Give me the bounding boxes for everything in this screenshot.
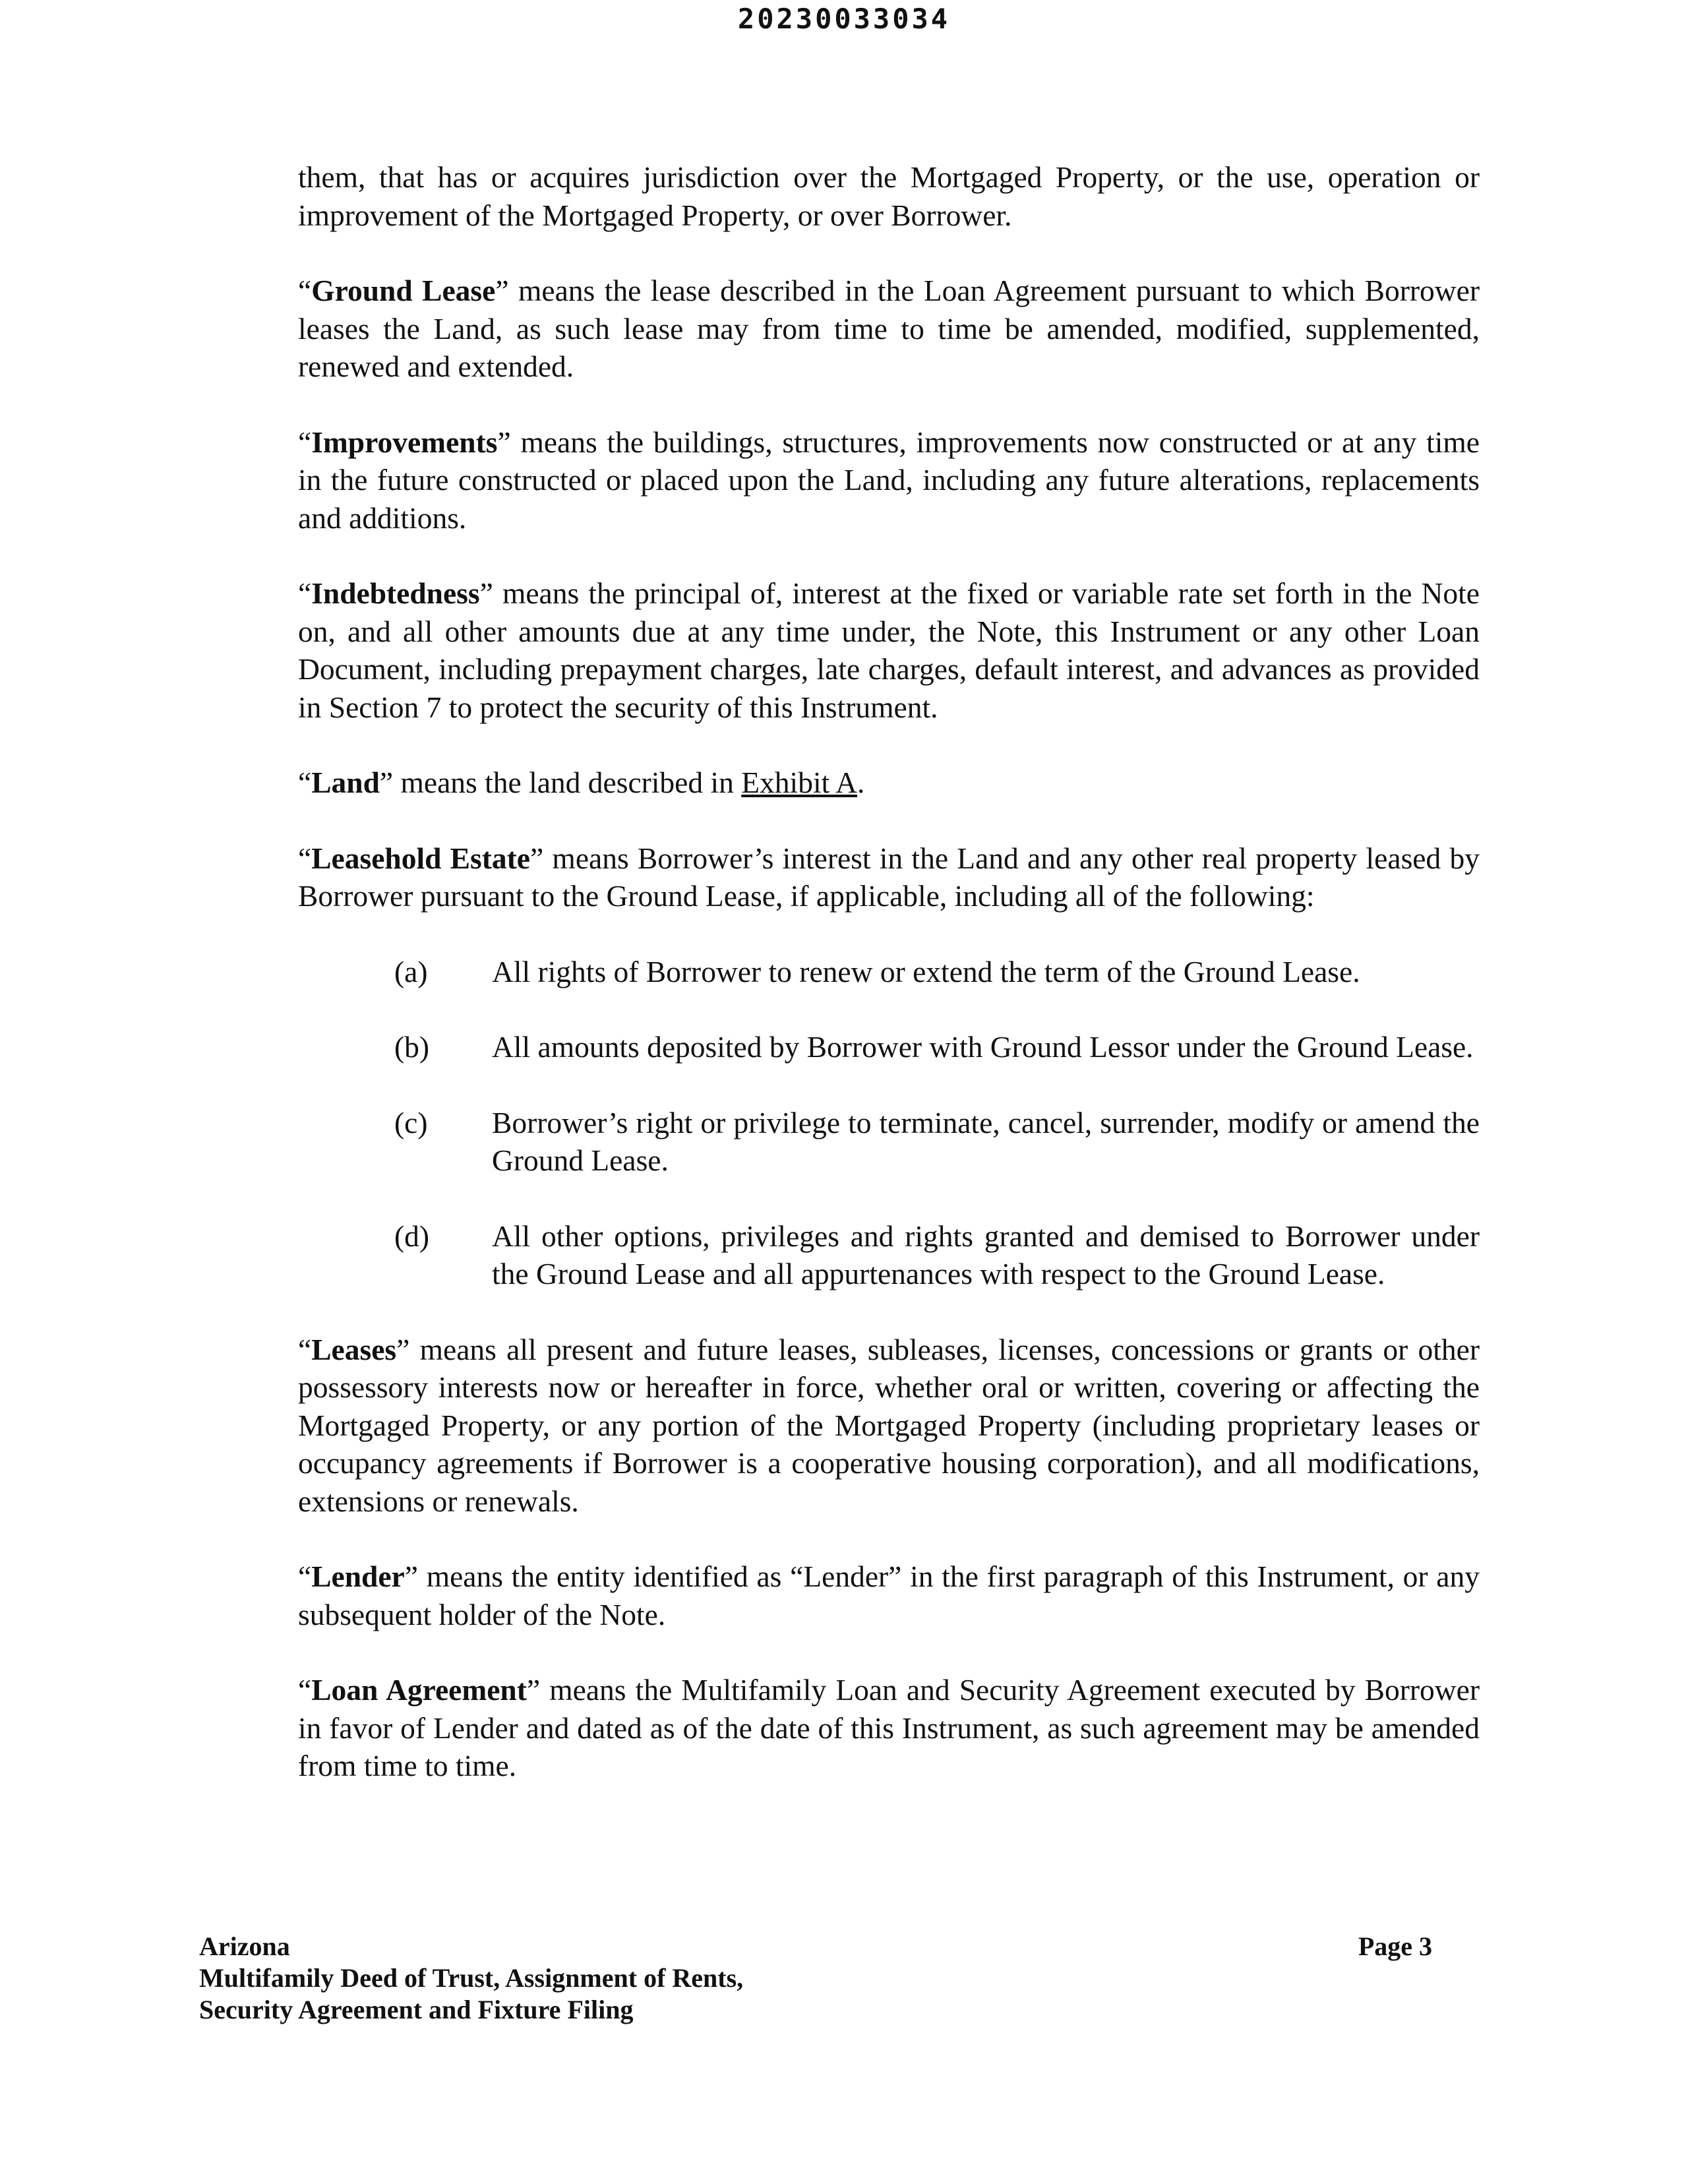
exhibit-a-reference: Exhibit A <box>741 766 857 799</box>
definition-indebtedness <box>298 574 1480 726</box>
list-item-label: (a) <box>394 954 428 988</box>
list-item-text: All other options, privileges and rights granted and demised to Borrower under the Ground Lease and all appurtenances with respect to the Ground Lease. <box>492 1219 1480 1290</box>
definition-text: means the principal of, interest at the fixed or variable rate set forth in the Note on, and all other amounts due at any time under, the Note, this Instrument or any other Loan Document, including prepayment charges, late charges, default interest, and advances as provided in Section 7 to protect the security of this Instrument. <box>298 576 1480 724</box>
definition-text: means the Multifamily Loan and Security Agreement executed by Borrower in favor of Lender and dated as of the date of this Instrument, as such agreement may be amended from time to time. <box>298 1673 1480 1782</box>
definition-text: means all present and future leases, subleases, licenses, concessions or grants or other possessory interests now or hereafter in force, whether oral or written, covering or affecting the Mortgaged Property, or any portion of the Mortgaged Property (including proprietary leases or occupancy agreements if Borrower is a cooperative housing corporation), and all modifications, extensions or renewals. <box>298 1332 1480 1518</box>
open-quote: “ <box>298 1560 312 1593</box>
defined-term: Loan Agreement <box>311 1673 527 1707</box>
list-item <box>394 953 1480 991</box>
close-quote: ” <box>396 1332 410 1366</box>
defined-term: Ground Lease <box>311 274 496 307</box>
list-item <box>394 1028 1480 1066</box>
definition-leases <box>298 1331 1480 1521</box>
open-quote: “ <box>298 425 312 459</box>
definition-text: means the lease described in the Loan Agreement pursuant to which Borrower leases the Land, as such lease may from time to time be amended, modified, supplemented, renewed and extended. <box>298 274 1480 383</box>
close-quote: ” <box>479 576 493 610</box>
definition-end: . <box>857 766 865 799</box>
definition-text: means Borrower’s interest in the Land and any other real property leased by Borrower pursuant to the Ground Lease, if applicable, including all of the following: <box>298 841 1480 913</box>
footer-title-line: Security Agreement and Fixture Filing <box>199 1995 634 2024</box>
open-quote: “ <box>298 576 312 610</box>
document-body <box>298 158 1480 1823</box>
definition-lender <box>298 1558 1480 1633</box>
list-item-text: All amounts deposited by Borrower with Ground Lessor under the Ground Lease. <box>492 1030 1474 1064</box>
definition-ground-lease <box>298 272 1480 386</box>
continuation-paragraph: them, that has or acquires jurisdiction over the Mortgaged Property, or the use, operation or improvement of the Mortgaged Property, or over Borrower. <box>298 160 1480 232</box>
list-item-label: (c) <box>394 1105 428 1139</box>
definition-land <box>298 764 1480 802</box>
close-quote: ” <box>529 841 544 875</box>
leasehold-estate-list <box>298 953 1480 1293</box>
definition-improvements <box>298 423 1480 537</box>
list-item <box>394 1217 1480 1293</box>
page-number: Page 3 <box>1358 1931 1432 1961</box>
footer-state: Arizona <box>199 1931 290 1961</box>
list-item-text: Borrower’s right or privilege to terminate, cancel, surrender, modify or amend the Ground Lease. <box>492 1105 1480 1177</box>
list-item-text: All rights of Borrower to renew or extend the term of the Ground Lease. <box>492 954 1360 988</box>
footer-title-line: Multifamily Deed of Trust, Assignment of Rents, <box>199 1963 744 1993</box>
definition-text: means the entity identified as “Lender” in the first paragraph of this Instrument, or any subsequent holder of the Note. <box>298 1560 1480 1631</box>
footer-document-title <box>199 1931 743 2026</box>
open-quote: “ <box>298 841 312 875</box>
open-quote: “ <box>298 274 312 307</box>
close-quote: ” <box>526 1673 541 1707</box>
close-quote: ” <box>495 274 509 307</box>
defined-term: Lender <box>311 1560 405 1593</box>
open-quote: “ <box>298 1332 312 1366</box>
defined-term: Improvements <box>311 425 498 459</box>
recording-number: 20230033034 <box>737 3 951 35</box>
definition-text: means the buildings, structures, improvements now constructed or at any time in the future constructed or placed upon the Land, including any future alterations, replacements and additions. <box>298 425 1480 535</box>
defined-term: Indebtedness <box>311 576 480 610</box>
defined-term: Land <box>311 766 380 799</box>
defined-term: Leases <box>311 1332 397 1366</box>
close-quote: ” <box>404 1560 418 1593</box>
close-quote: ” <box>379 766 394 799</box>
definition-text: means the land described in <box>393 766 742 799</box>
list-item <box>394 1104 1480 1180</box>
list-item-label: (b) <box>394 1030 430 1064</box>
defined-term: Leasehold Estate <box>311 841 530 875</box>
definition-leasehold-estate <box>298 839 1480 915</box>
open-quote: “ <box>298 766 312 799</box>
definition-loan-agreement <box>298 1671 1480 1785</box>
open-quote: “ <box>298 1673 312 1707</box>
list-item-label: (d) <box>394 1219 430 1253</box>
close-quote: ” <box>497 425 511 459</box>
